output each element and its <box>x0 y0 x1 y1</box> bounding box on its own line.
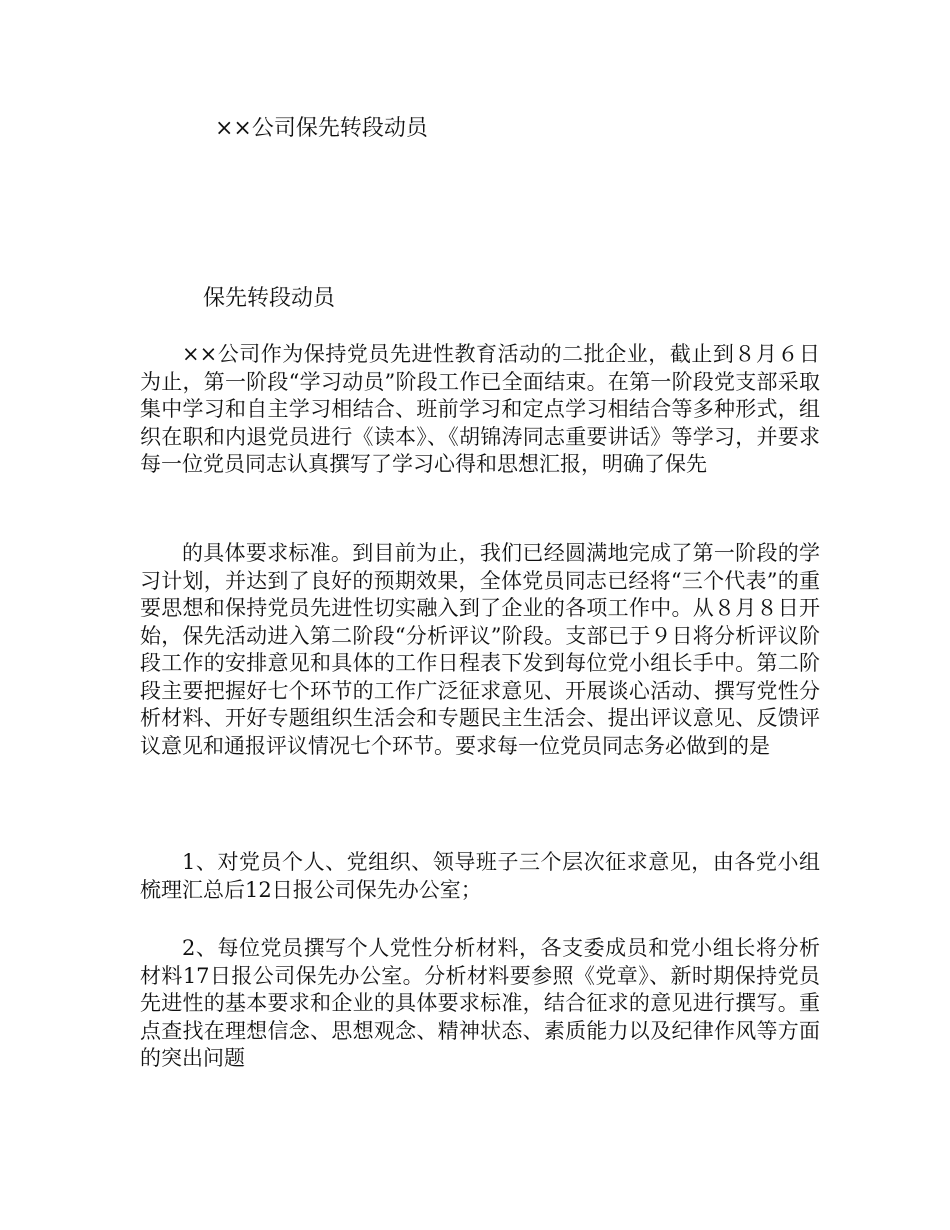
body-paragraph <box>140 935 820 1073</box>
paragraph-text: 2、每位党员撰写个人党性分析材料，各支委成员和党小组长将分析材料17日报公司保先办公室。分析材料要参照《党章》、新时期保持党员先进性的基本要求和企业的具体要求标准，结合征求的意见进行撰写。重点查找在理想信念、思想观念、精神状态、素质能力以及纪律作风等方面的突出问题 <box>140 936 820 1070</box>
paragraph-text: 1、对党员个人、党组织、领导班子三个层次征求意见，由各党小组梳理汇总后12日报公司保先办公室； <box>140 850 820 902</box>
document-subtitle: 保先转段动员 <box>203 286 336 311</box>
body-paragraph <box>140 341 820 479</box>
body-paragraph <box>140 849 820 904</box>
paragraph-text: ××公司作为保持党员先进性教育活动的二批企业，截止到８月６日为止，第一阶段“学习动员”阶段工作已全面结束。在第一阶段党支部采取集中学习和自主学习相结合、班前学习和定点学习相结合等多种形式，组织在职和内退党员进行《读本》、《胡锦涛同志重要讲话》等学习，并要求每一位党员同志认真撰写了学习心得和思想汇报，明确了保先 <box>140 342 820 476</box>
document-title: ××公司保先转段动员 <box>215 116 428 141</box>
body-paragraph <box>140 540 820 760</box>
paragraph-text: 的具体要求标准。到目前为止，我们已经圆满地完成了第一阶段的学习计划，并达到了良好的预期效果，全体党员同志已经将“三个代表”的重要思想和保持党员先进性切实融入到了企业的各项工作中。从８月８日开始，保先活动进入第二阶段“分析评议”阶段。支部已于９日将分析评议阶段工作的安排意见和具体的工作日程表下发到每位党小组长手中。第二阶段主要把握好七个环节的工作广泛征求意见、开展谈心活动、撰写党性分析材料、开好专题组织生活会和专题民主生活会、提出评议意见、反馈评议意见和通报评议情况七个环节。要求每一位党员同志务必做到的是 <box>140 541 820 758</box>
